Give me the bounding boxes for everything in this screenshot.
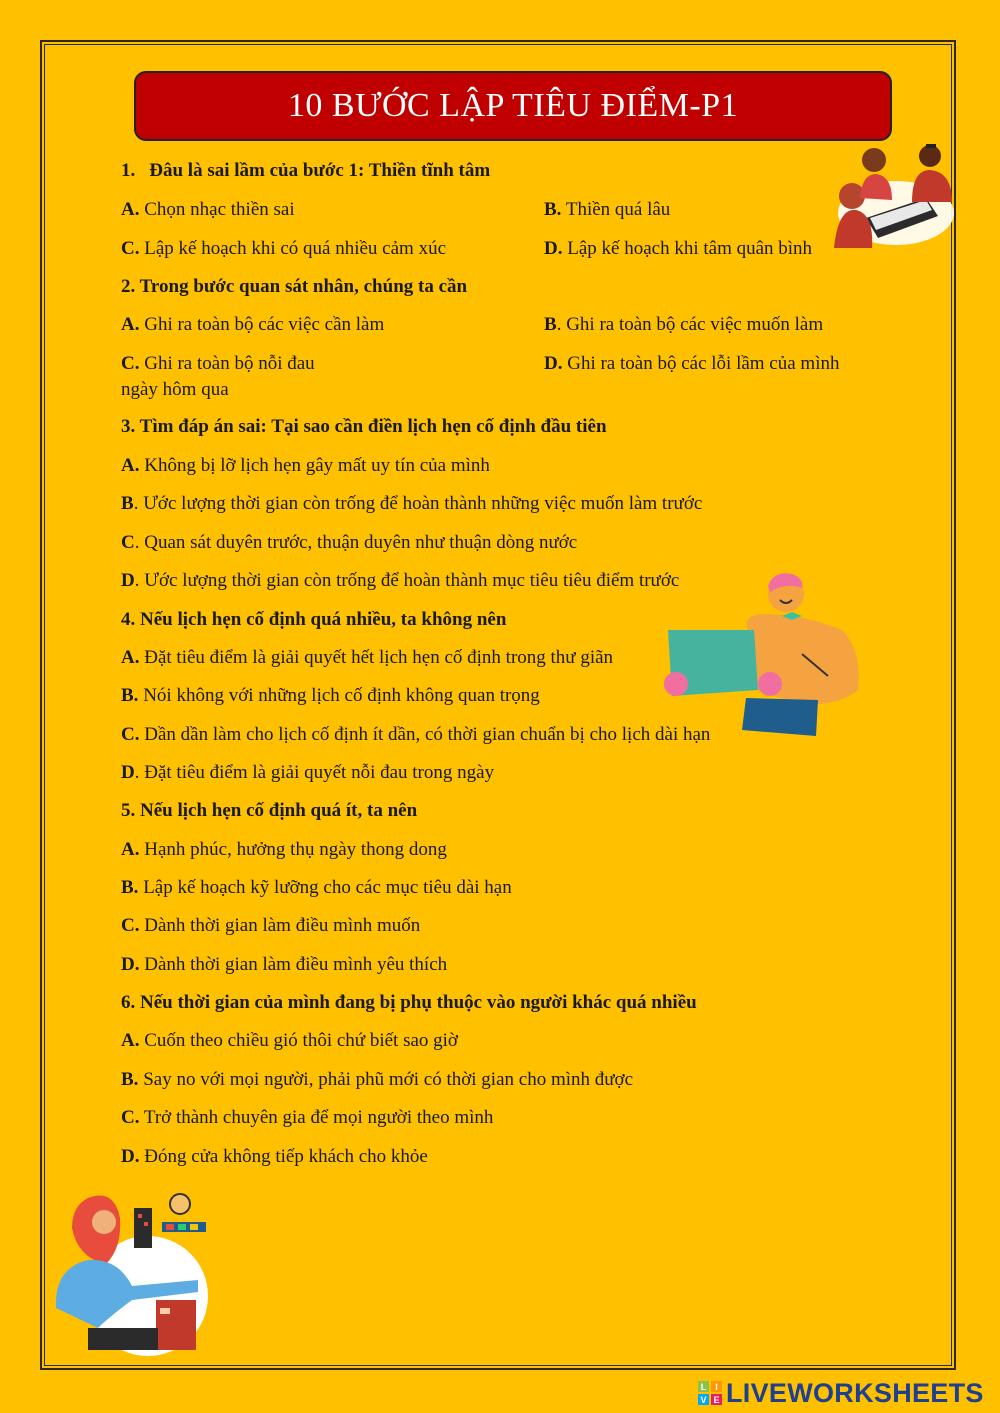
option-letter: C. (121, 238, 140, 259)
q4-option-c[interactable] (121, 724, 710, 746)
option-text: Chọn nhạc thiền sai (139, 199, 295, 220)
q3-option-b[interactable] (121, 493, 702, 515)
q6-option-c[interactable] (121, 1107, 493, 1129)
page-title: 10 BƯỚC LẬP TIÊU ĐIỂM-P1 (287, 87, 739, 124)
option-letter: D (121, 570, 135, 591)
option-text: Ghi ra toàn bộ các việc cần làm (139, 314, 385, 335)
question-5: 5. Nếu lịch hẹn cố định quá ít, ta nên (121, 800, 418, 821)
option-text: Ghi ra toàn bộ nỗi đau ngày hôm qua (121, 353, 315, 400)
logo-mark-letter: L (698, 1381, 709, 1392)
option-letter: D. (544, 238, 563, 259)
q5-option-c[interactable] (121, 915, 420, 937)
option-letter: C. (121, 1107, 140, 1128)
title-banner (134, 71, 892, 141)
liveworksheets-logo (698, 1377, 984, 1409)
option-text: Đóng cửa không tiếp khách cho khỏe (139, 1146, 428, 1167)
q2-option-c[interactable] (121, 351, 336, 403)
option-text: Lập kế hoạch khi có quá nhiều cảm xúc (139, 238, 447, 259)
option-letter: C. (121, 353, 140, 374)
option-text: . Đặt tiêu điểm là giải quyết nỗi đau trong ngày (134, 762, 495, 783)
option-text: Dành thời gian làm điều mình yêu thích (139, 954, 448, 975)
question-6: 6. Nếu thời gian của mình đang bị phụ thuộc vào người khác quá nhiều (121, 992, 697, 1013)
option-letter: A. (121, 455, 140, 476)
option-letter: D. (121, 954, 140, 975)
option-letter: B. (121, 877, 139, 898)
option-text: Ghi ra toàn bộ các lỗi lầm của mình (562, 353, 840, 374)
option-letter: B. (121, 1069, 139, 1090)
q1-option-a[interactable] (121, 199, 295, 221)
q1-option-d[interactable] (544, 238, 812, 260)
q4-option-d[interactable] (121, 762, 494, 784)
option-text: Say no với mọi người, phải phũ mới có thời gian cho mình được (138, 1069, 634, 1090)
q6-option-b[interactable] (121, 1069, 633, 1091)
option-text: Dần dần làm cho lịch cố định ít dần, có thời gian chuẩn bị cho lịch dài hạn (139, 724, 711, 745)
q1-option-b[interactable] (544, 199, 670, 221)
option-letter: B. (544, 199, 562, 220)
q3-option-a[interactable] (121, 455, 490, 477)
option-letter: C. (121, 724, 140, 745)
option-text: . Quan sát duyên trước, thuận duyên như thuận dòng nước (134, 532, 578, 553)
option-text: Nói không với những lịch cố định không quan trọng (138, 685, 540, 706)
option-text: Hạnh phúc, hưởng thụ ngày thong dong (139, 839, 447, 860)
option-text: Không bị lỡ lịch hẹn gây mất uy tín của mình (139, 455, 490, 476)
q6-option-a[interactable] (121, 1030, 458, 1052)
q5-option-d[interactable] (121, 954, 447, 976)
logo-mark-letter: V (698, 1394, 709, 1405)
option-letter: A. (121, 839, 140, 860)
option-text: Dành thời gian làm điều mình muốn (139, 915, 421, 936)
liveworksheets-logo-icon (698, 1381, 722, 1405)
woman-at-desk-illustration (48, 1188, 208, 1356)
option-text: . Ước lượng thời gian còn trống để hoàn thành mục tiêu tiêu điểm trước (134, 570, 680, 591)
option-text: Cuốn theo chiều gió thôi chứ biết sao giờ (139, 1030, 458, 1051)
q2-option-a[interactable] (121, 314, 384, 336)
q2-option-b[interactable] (544, 314, 823, 336)
option-letter: B (121, 493, 134, 514)
option-text: . Ghi ra toàn bộ các việc muốn làm (556, 314, 824, 335)
team-meeting-illustration (826, 138, 958, 250)
logo-mark-letter: I (711, 1381, 722, 1392)
option-letter: A. (121, 1030, 140, 1051)
option-letter: C. (121, 915, 140, 936)
q2-option-d[interactable] (544, 353, 839, 375)
option-letter: A. (121, 647, 140, 668)
option-text: Lập kế hoạch kỹ lưỡng cho các mục tiêu dài hạn (138, 877, 512, 898)
option-letter: A. (121, 199, 140, 220)
man-with-laptop-illustration (662, 570, 864, 740)
question-3: 3. Tìm đáp án sai: Tại sao cần điền lịch hẹn cố định đầu tiên (121, 416, 607, 437)
q4-option-b[interactable] (121, 685, 540, 707)
option-text: . Ước lượng thời gian còn trống để hoàn thành những việc muốn làm trước (133, 493, 703, 514)
option-letter: D (121, 762, 135, 783)
q3-option-c[interactable] (121, 532, 577, 554)
q5-option-a[interactable] (121, 839, 447, 861)
option-text: Thiền quá lâu (561, 199, 671, 220)
logo-mark-letter: E (711, 1394, 722, 1405)
option-letter: A. (121, 314, 140, 335)
option-letter: B (544, 314, 557, 335)
q4-option-a[interactable] (121, 647, 613, 669)
q6-option-d[interactable] (121, 1146, 428, 1168)
option-letter: D. (544, 353, 563, 374)
option-letter: B. (121, 685, 139, 706)
option-text: Lập kế hoạch khi tâm quân bình (562, 238, 813, 259)
q5-option-b[interactable] (121, 877, 512, 899)
question-1-text: Đâu là sai lầm của bước 1: Thiền tĩnh tâm (149, 160, 491, 181)
q3-option-d[interactable] (121, 570, 679, 592)
option-letter: D. (121, 1146, 140, 1167)
liveworksheets-logo-text: LIVEWORKSHEETS (726, 1377, 984, 1408)
question-4: 4. Nếu lịch hẹn cố định quá nhiều, ta không nên (121, 609, 507, 630)
question-1 (121, 160, 490, 182)
question-2: 2. Trong bước quan sát nhân, chúng ta cần (121, 276, 468, 297)
question-1-number: 1. (121, 160, 136, 181)
option-text: Trở thành chuyên gia để mọi người theo mình (139, 1107, 494, 1128)
q1-option-c[interactable] (121, 238, 446, 260)
option-text: Đặt tiêu điểm là giải quyết hết lịch hẹn cố định trong thư giãn (139, 647, 614, 668)
option-letter: C (121, 532, 135, 553)
